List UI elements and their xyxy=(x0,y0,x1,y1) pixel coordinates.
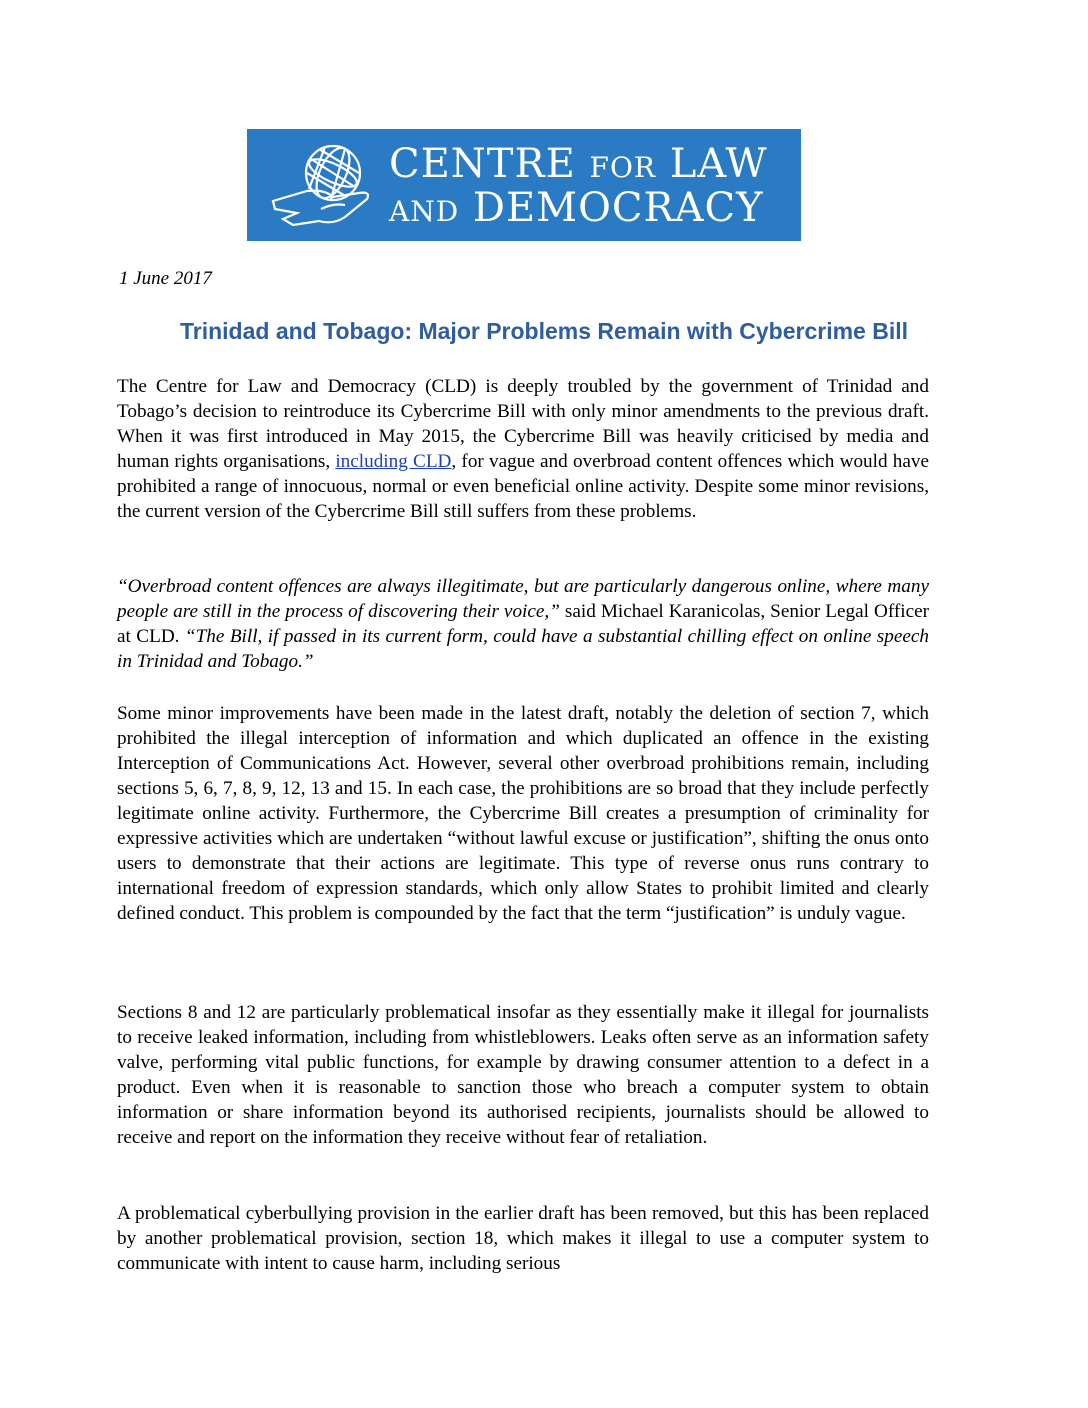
cld-logo xyxy=(247,129,801,241)
including-cld-link[interactable]: including CLD xyxy=(335,451,452,472)
paragraph-text: The Centre for Law and Democracy (CLD) is deeply troubled by the government of Trinidad and Tobago’s decision to reintroduce its Cybercrime Bill with only minor amendments to the previous draft. When it was first introduced in May 2015, the Cybercrime Bill was heavily criticised by media and human rights organisations, xyxy=(117,376,929,472)
logo-line-2 xyxy=(389,185,764,231)
attribution-text: said Michael Karanicolas, Senior Legal Officer at CLD. xyxy=(117,601,930,647)
publication-date: 1 June 2017 xyxy=(119,268,212,289)
logo-text: AW xyxy=(697,141,768,187)
quote-text: “The Bill, if passed in its current form, could have a substantial chilling effect on online speech in Trinidad and Tobago.” xyxy=(117,626,929,672)
paragraph-text: , for vague and overbroad content offences which would have prohibited a range of innocuous, normal or even beneficial online activity. Despite some minor revisions, the current version of the Cybercrime Bill still suffers from these problems. xyxy=(117,451,929,522)
logo-text: C xyxy=(389,141,421,187)
paragraph-3: Some minor improvements have been made in the latest draft, notably the deletion of section 7, which prohibited the illegal interception of information and which duplicated an offence in the existing Interception of Communications Act. However, several other overbroad prohibitions remain, including sections 5, 6, 7, 8, 9, 12, 13 and 15. In each case, the prohibitions are so broad that they include perfectly legitimate online activity. Furthermore, the Cybercrime Bill creates a presumption of criminality for expressive activities which are undertaken “without lawful excuse or justification”, shifting the onus onto users to demonstrate that their actions are legitimate. This type of reverse onus runs contrary to international freedom of expression standards, which only allow States to prohibit limited and clearly defined conduct. This problem is compounded by the fact that the term “justification” is unduly vague. xyxy=(117,703,929,924)
globe-in-hand-icon xyxy=(267,139,379,231)
document-title: Trinidad and Tobago: Major Problems Remain with Cybercrime Bill xyxy=(179,318,909,344)
logo-text: ENTRE xyxy=(420,141,590,187)
logo-line-1 xyxy=(389,141,768,187)
logo-text: L xyxy=(656,141,698,187)
logo-text: AND xyxy=(389,195,460,228)
logo-text: FOR xyxy=(589,151,656,184)
quote-text: “Overbroad content offences are always illegitimate, but are particularly dangerous online, where many people are still in the process of discovering their voice,” xyxy=(117,576,929,622)
logo-text: D xyxy=(459,185,506,231)
paragraph-5: A problematical cyberbullying provision in the earlier draft has been removed, but this has been replaced by another problematical provision, section 18, which makes it illegal to use a computer system to communicate with intent to cause harm, including serious xyxy=(117,1203,929,1274)
logo-text: EMOCRACY xyxy=(505,185,764,231)
paragraph-1 xyxy=(117,374,929,524)
paragraph-2-quote xyxy=(117,574,929,674)
paragraph-4: Sections 8 and 12 are particularly problematical insofar as they essentially make it illegal for journalists to receive leaked information, including from whistleblowers. Leaks often serve as an information safety valve, performing vital public functions, for example by drawing consumer attention to a defect in a product. Even when it is reasonable to sanction those who breach a computer system to obtain information or share information beyond its authorised recipients, journalists should be allowed to receive and report on the information they receive without fear of retaliation. xyxy=(117,1002,929,1148)
